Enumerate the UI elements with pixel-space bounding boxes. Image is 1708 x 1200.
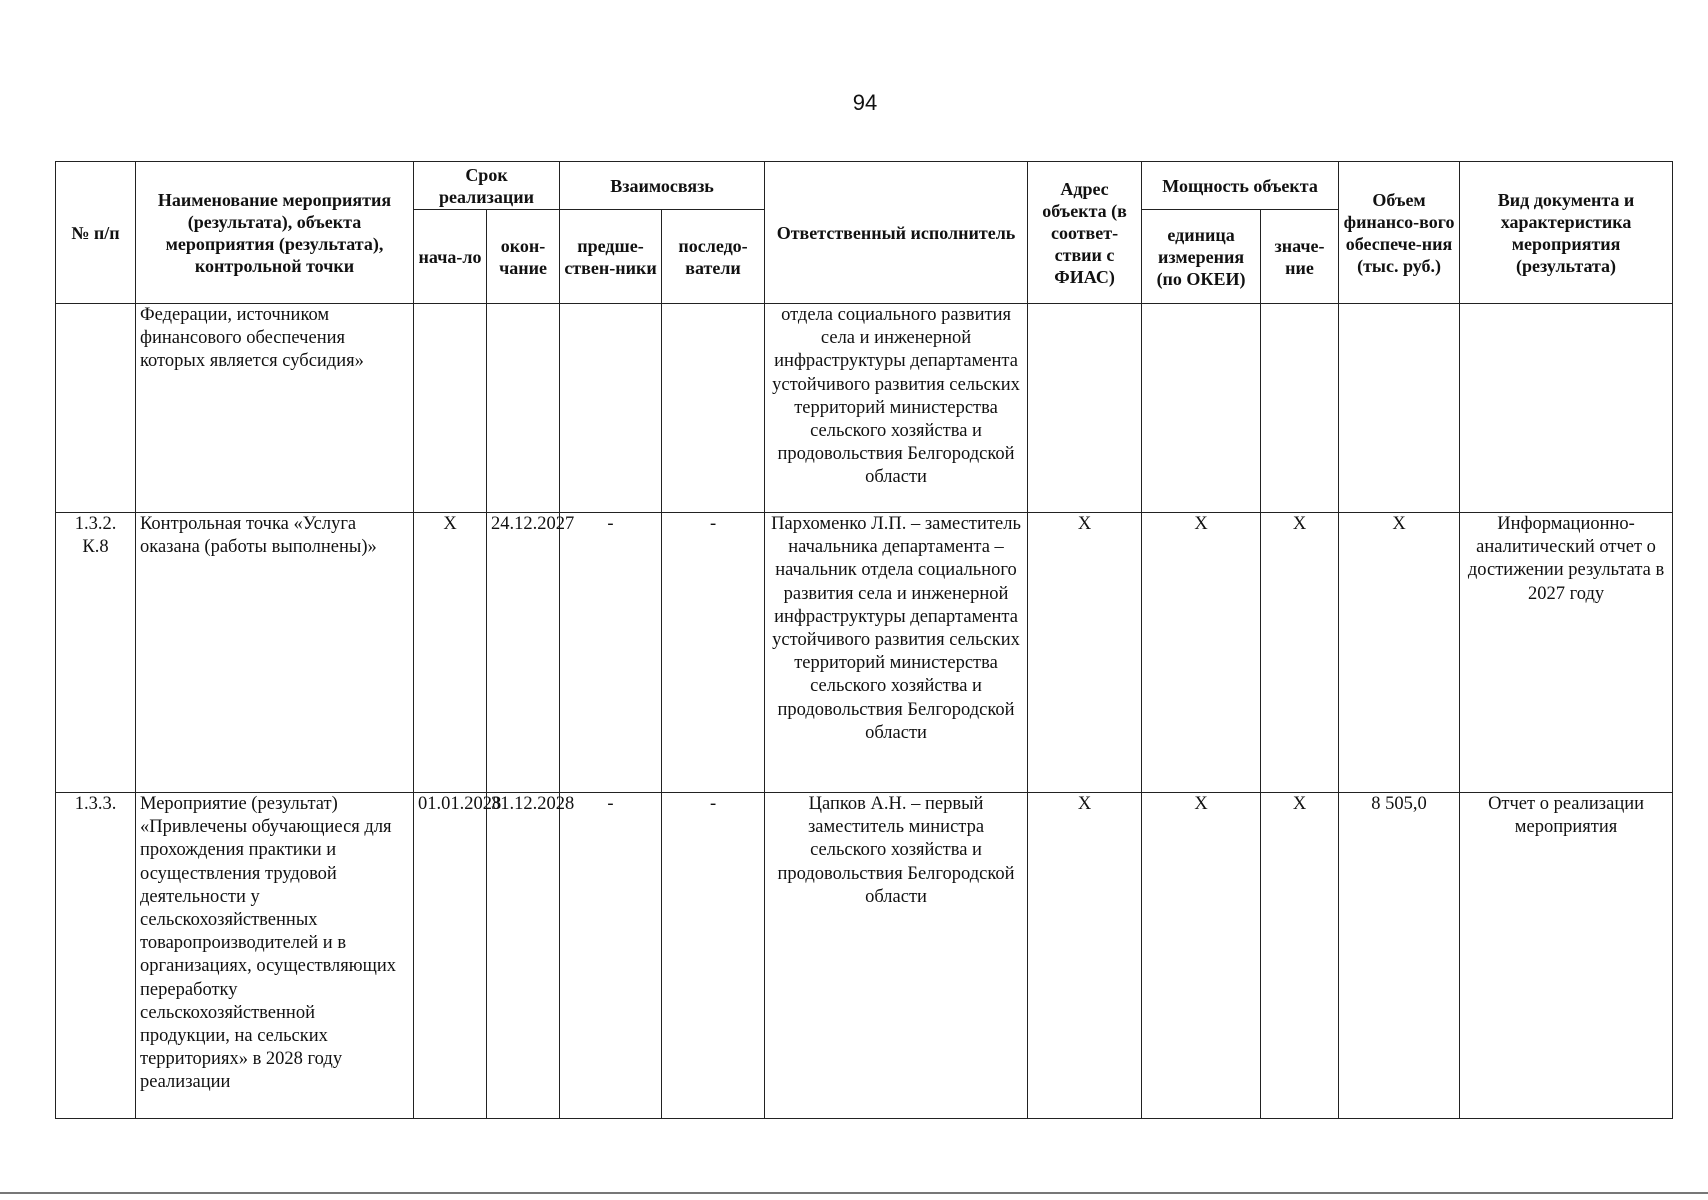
row-unit: X	[1142, 793, 1261, 1119]
row-unit	[1142, 304, 1261, 513]
header-term-end: окон-чание	[487, 210, 560, 304]
row-value	[1261, 304, 1339, 513]
header-power-unit: единица измерения (по ОКЕИ)	[1142, 210, 1261, 304]
row-successors	[662, 304, 765, 513]
row-unit: X	[1142, 513, 1261, 793]
table-row	[56, 304, 1673, 513]
header-financing: Объем финансо-вого обеспече-ния (тыс. руб.)	[1339, 162, 1460, 304]
row-num: 1.3.2. К.8	[56, 513, 136, 793]
row-responsible: Пархоменко Л.П. – заместитель начальника департамента – начальник отдела социального развития села и инженерной инфраструктуры департамента устойчивого развития сельских территорий министерства сельского хозяйства и продовольствия Белгородской области	[765, 513, 1028, 793]
header-term: Срок реализации	[414, 162, 560, 210]
table-row	[56, 793, 1673, 1119]
row-end	[487, 304, 560, 513]
header-document: Вид документа и характеристика мероприятия (результата)	[1460, 162, 1673, 304]
header-power: Мощность объекта	[1142, 162, 1339, 210]
header-link-predecessors: предше-ствен-ники	[560, 210, 662, 304]
header-address: Адрес объекта (в соответ-ствии с ФИАС)	[1028, 162, 1142, 304]
row-start	[414, 304, 487, 513]
row-name: Мероприятие (результат) «Привлечены обучающиеся для прохождения практики и осуществления трудовой деятельности у сельскохозяйственных товаропроизводителей и в организациях, осуществляющих переработку сельскохозяйственной продукции, на сельских территориях» в 2028 году реализации	[136, 793, 414, 1119]
page-number: 94	[852, 90, 878, 115]
row-responsible: отдела социального развития села и инженерной инфраструктуры департамента устойчивого развития сельских территорий министерства сельского хозяйства и продовольствия Белгородской области	[765, 304, 1028, 513]
header-responsible: Ответственный исполнитель	[765, 162, 1028, 304]
row-financing	[1339, 304, 1460, 513]
header-term-start: нача-ло	[414, 210, 487, 304]
row-responsible: Цапков А.Н. – первый заместитель министра сельского хозяйства и продовольствия Белгородской области	[765, 793, 1028, 1119]
row-num	[56, 304, 136, 513]
header-num: № п/п	[56, 162, 136, 304]
row-value: X	[1261, 793, 1339, 1119]
row-financing: 8 505,0	[1339, 793, 1460, 1119]
row-document	[1460, 304, 1673, 513]
row-predecessors: -	[560, 513, 662, 793]
header-link: Взаимосвязь	[560, 162, 765, 210]
row-value: X	[1261, 513, 1339, 793]
row-start: 01.01.2028	[414, 793, 487, 1119]
row-address: X	[1028, 513, 1142, 793]
row-end: 31.12.2028	[487, 793, 560, 1119]
row-document: Отчет о реализации мероприятия	[1460, 793, 1673, 1119]
row-name: Контрольная точка «Услуга оказана (работы выполнены)»	[136, 513, 414, 793]
row-address	[1028, 304, 1142, 513]
table-row	[56, 513, 1673, 793]
row-predecessors	[560, 304, 662, 513]
header-power-value: значе-ние	[1261, 210, 1339, 304]
plan-table	[55, 161, 1673, 1119]
row-successors: -	[662, 513, 765, 793]
header-name: Наименование мероприятия (результата), объекта мероприятия (результата), контрольной точки	[136, 162, 414, 304]
row-start: X	[414, 513, 487, 793]
row-predecessors: -	[560, 793, 662, 1119]
bottom-rule	[0, 1192, 1708, 1194]
row-address: X	[1028, 793, 1142, 1119]
row-name: Федерации, источником финансового обеспечения которых является субсидия»	[136, 304, 414, 513]
row-financing: X	[1339, 513, 1460, 793]
row-end: 24.12.2027	[487, 513, 560, 793]
row-successors: -	[662, 793, 765, 1119]
header-link-successors: последо-ватели	[662, 210, 765, 304]
row-num: 1.3.3.	[56, 793, 136, 1119]
row-document: Информационно-аналитический отчет о достижении результата в 2027 году	[1460, 513, 1673, 793]
